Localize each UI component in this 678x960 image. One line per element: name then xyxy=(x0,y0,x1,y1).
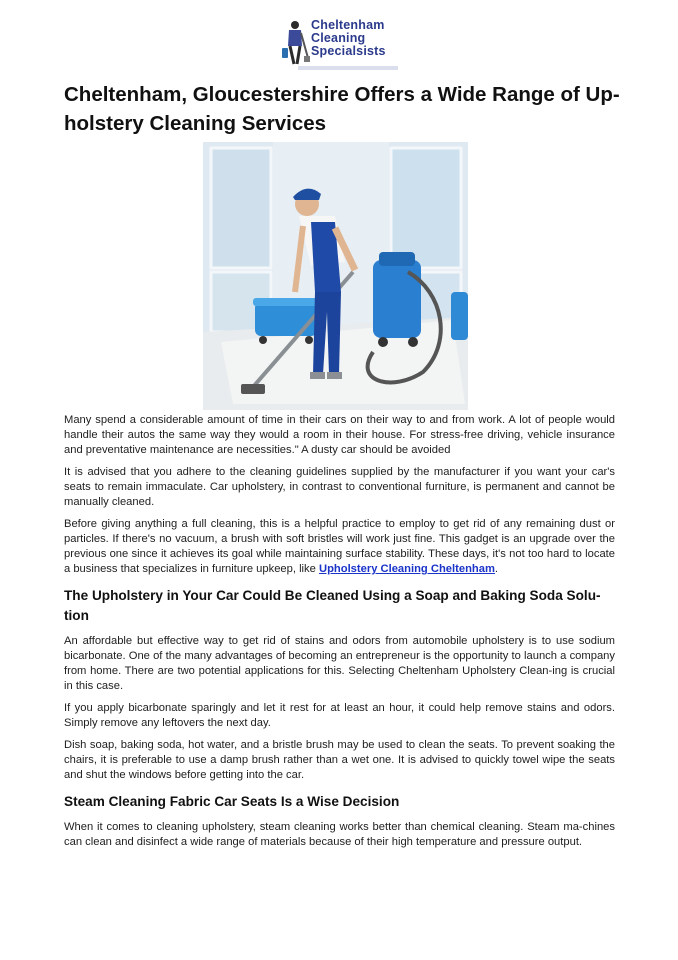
paragraph-3-text: Before giving anything a full cleaning, this is a helpful practice to employ to get rid of any remaining dust or particles. If there's no vacuum, a brush with soft bristles will work just fine. This gadget is an upgrade over the previous one since it achieves its goal while maintaining surface stability. These days, it's not too hard to locate a business that specializes in furniture upkeep, like xyxy=(64,518,615,575)
company-logo xyxy=(278,14,408,72)
paragraph-7: When it comes to cleaning upholstery, steam cleaning works better than chemical cleaning. Steam ma-chines can clean and disinfect a wide range of materials because of their high temperature and pressure output. xyxy=(64,821,615,848)
article-body xyxy=(64,413,615,857)
page-title: Cheltenham, Gloucestershire Offers a Wide Range of Up-holstery Cleaning Services xyxy=(64,83,620,135)
logo-line-3: Specialsists xyxy=(311,44,386,58)
cleaner-figure-icon xyxy=(280,18,310,68)
logo-reflection-icon xyxy=(298,64,398,72)
paragraph-6: Dish soap, baking soda, hot water, and a bristle brush may be used to clean the seats. To prevent soaking the chairs, it is preferable to use a damp brush rather than a wet one. It is advised to quickly towel wipe the seats and shut the windows before getting into the car. xyxy=(64,739,615,781)
paragraph-5: If you apply bicarbonate sparingly and let it rest for at least an hour, it could help remove stains and odors. Simply remove any leftovers the next day. xyxy=(64,702,615,729)
logo-line-2: Cleaning xyxy=(311,31,366,45)
paragraph-3 xyxy=(64,517,615,577)
section-heading-steam: Steam Cleaning Fabric Car Seats Is a Wise Decision xyxy=(64,794,400,809)
section-heading-soap: The Upholstery in Your Car Could Be Cleaned Using a Soap and Baking Soda Solu-tion xyxy=(64,588,601,623)
paragraph-4: An affordable but effective way to get rid of stains and odors from automobile upholstery is to use sodium bicarbonate. One of the many advantages of becoming an entrepreneur is the opportunity to launch a company from home. There are two potential applications for this. Selecting Cheltenham Upholstery Clean-ing is crucial in this case. xyxy=(64,635,615,692)
upholstery-cleaning-link[interactable]: Upholstery Cleaning Cheltenham xyxy=(318,563,495,575)
paragraph-3-end: . xyxy=(494,563,499,575)
upholstery-cleaner-photo xyxy=(203,142,468,410)
paragraph-2: It is advised that you adhere to the cleaning guidelines supplied by the manufacturer if you want your car's seats to remain immaculate. Car upholstery, in contrast to conventional furniture, is permanent and cannot be manually cleaned. xyxy=(64,466,615,508)
paragraph-1: Many spend a considerable amount of time in their cars on their way to and from work. A lot of people would handle their autos the same way they would a room in their house. For stress-free driving, vehicle insurance and preventative maintenance are necessities." A dusty car should be avoided xyxy=(64,414,615,456)
logo-line-1: Cheltenham xyxy=(311,18,385,32)
logo-text xyxy=(311,19,386,58)
